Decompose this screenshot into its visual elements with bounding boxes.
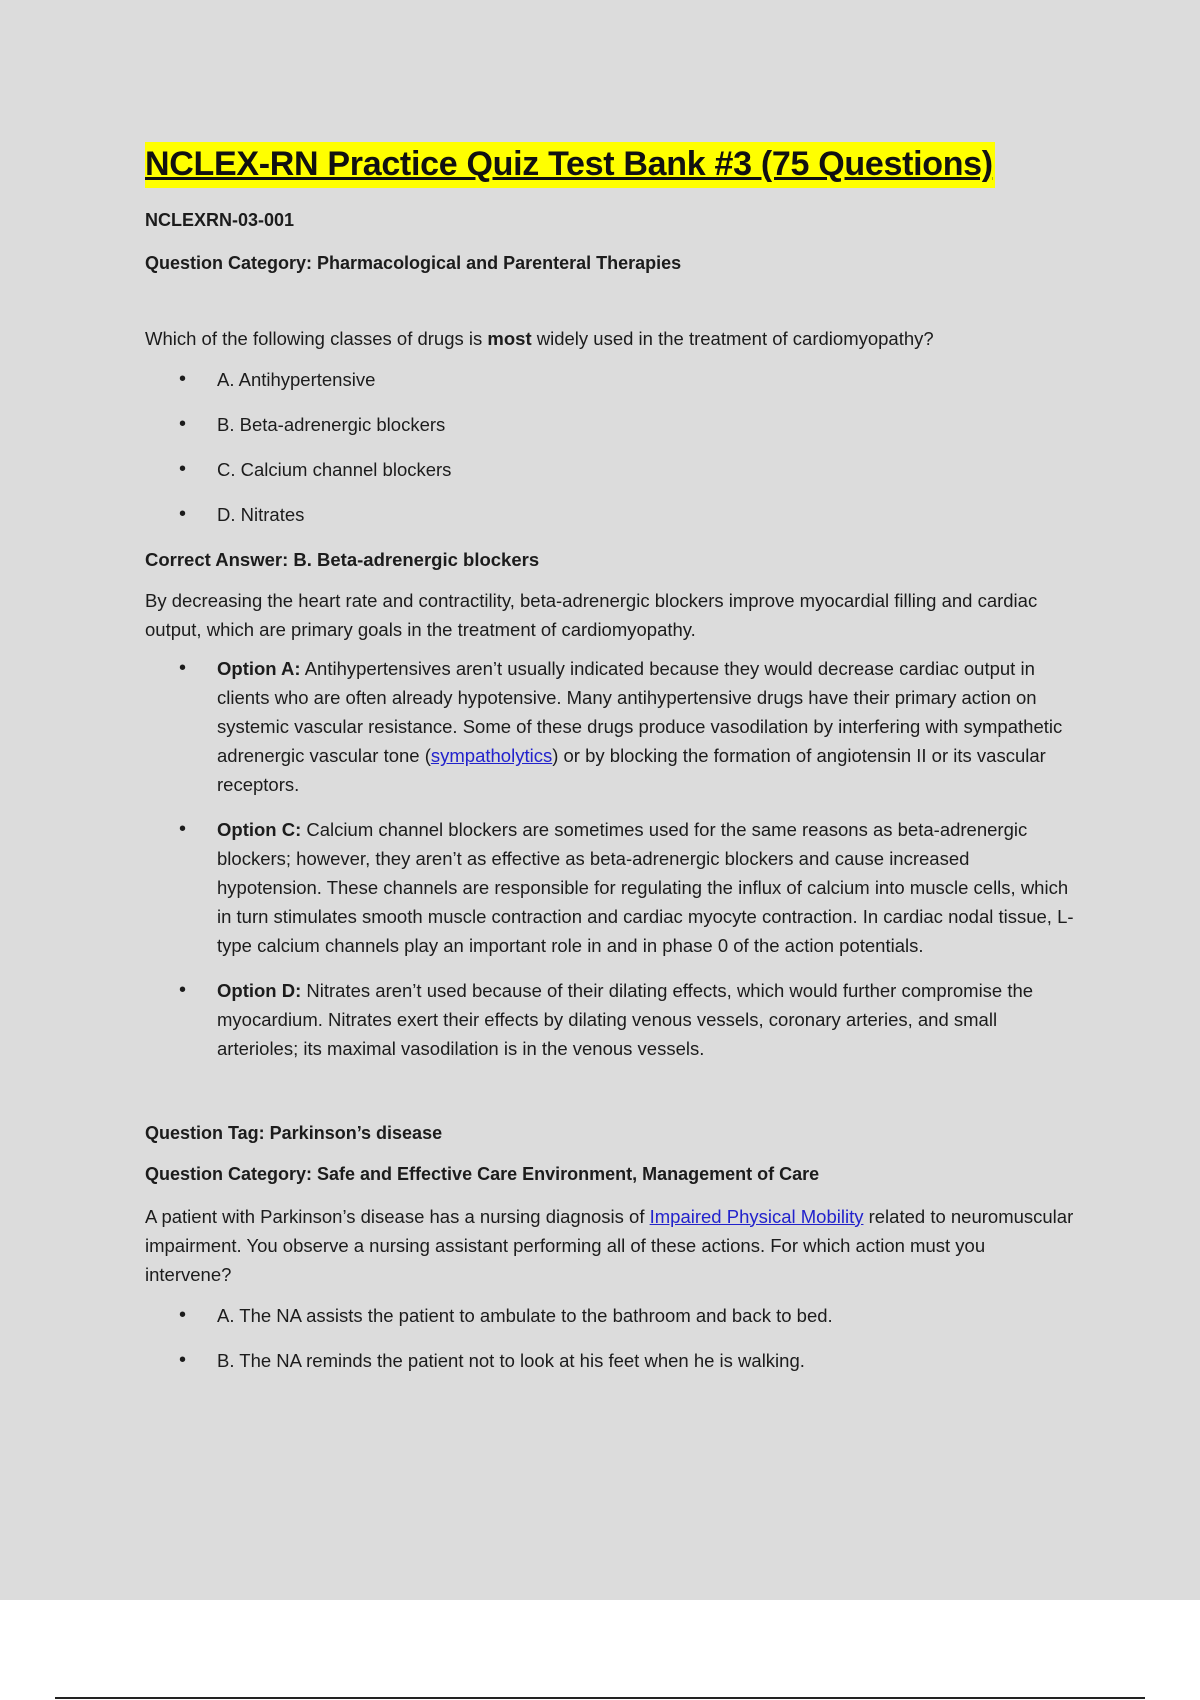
option-2-b: • B. The NA reminds the patient not to look at his feet when he is walking. [145, 1346, 1075, 1375]
document-content [145, 142, 1075, 1391]
question-stem-2 [145, 1202, 1075, 1289]
rationale-text-a-2: ) or by blocking the formation of angiotensin II or its vascular receptors. [217, 745, 1046, 796]
option-rationale-list [145, 654, 1075, 1063]
option-2-a: • A. The NA assists the patient to ambulate to the bathroom and back to bed. [145, 1301, 1075, 1330]
impaired-physical-mobility-link[interactable]: Impaired Physical Mobility [649, 1205, 864, 1227]
rationale-label-c: Option C: [217, 819, 302, 841]
question-category-2: Question Category: Safe and Effective Care Environment, Management of Care [145, 1164, 820, 1185]
question-stem-end: widely used in the treatment of cardiomyopathy? [531, 328, 934, 350]
option-a: • A. Antihypertensive [145, 365, 1075, 394]
rationale-option-d [145, 976, 1075, 1063]
question-id: NCLEXRN-03-001 [145, 209, 295, 230]
page-title: NCLEX-RN Practice Quiz Test Bank #3 (75 Questions) [145, 142, 995, 188]
question-stem-2-end: related to neuromuscular impairment. You observe a nursing assistant performing all of these actions. For which action must you intervene? [145, 1205, 1074, 1285]
option-d: • D. Nitrates [145, 500, 1075, 529]
option-b: • B. Beta-adrenergic blockers [145, 410, 1075, 439]
option-c: • C. Calcium channel blockers [145, 455, 1075, 484]
answer-options [145, 365, 1075, 529]
question-stem [145, 324, 1075, 353]
question-tag: Question Tag: Parkinson’s disease [145, 1123, 443, 1144]
rationale-option-a [145, 654, 1075, 799]
correct-answer: Correct Answer: B. Beta-adrenergic blockers [145, 549, 540, 571]
rationale-label-d: Option D: [217, 980, 302, 1002]
question-stem-emphasis: most [487, 328, 532, 350]
rationale-option-c [145, 815, 1075, 960]
answer-options-2 [145, 1301, 1075, 1375]
rationale-label-a: Option A: [217, 658, 301, 680]
question-stem-2-start: A patient with Parkinson’s disease has a nursing diagnosis of [145, 1205, 650, 1227]
footer-divider [55, 1697, 1145, 1699]
rationale-text-d: Nitrates aren’t used because of their dilating effects, which would further compromise the myocardium. Nitrates exert their effects by dilating venous vessels, coronary arteries, and small arterioles; its maximal vasodilation is in the venous vessels. [217, 980, 1034, 1060]
question-stem-start: Which of the following classes of drugs is [145, 328, 488, 350]
rationale-text-c: Calcium channel blockers are sometimes used for the same reasons as beta-adrenergic blockers; however, they aren’t as effective as beta-adrenergic blockers and cause increased hypotension. These channels are responsible for regulating the influx of calcium into muscle cells, which in turn stimulates smooth muscle contraction and cardiac myocyte contraction. In cardiac nodal tissue, L-type calcium channels play an important role in and in phase 0 of the action potentials. [217, 819, 1074, 957]
question-category: Question Category: Pharmacological and Parenteral Therapies [145, 252, 682, 273]
sympatholytics-link[interactable]: sympatholytics [430, 745, 553, 767]
answer-explanation: By decreasing the heart rate and contractility, beta-adrenergic blockers improve myocardial filling and cardiac output, which are primary goals in the treatment of cardiomyopathy. [145, 590, 1038, 641]
rationale-text-a-1: Antihypertensives aren’t usually indicated because they would decrease cardiac output in clients who are often already hypotensive. Many antihypertensive drugs have their primary action on systemic vascular resistance. Some of these drugs produce vasodilation by interfering with sympathetic adrenergic vascular tone ( [217, 658, 1063, 767]
